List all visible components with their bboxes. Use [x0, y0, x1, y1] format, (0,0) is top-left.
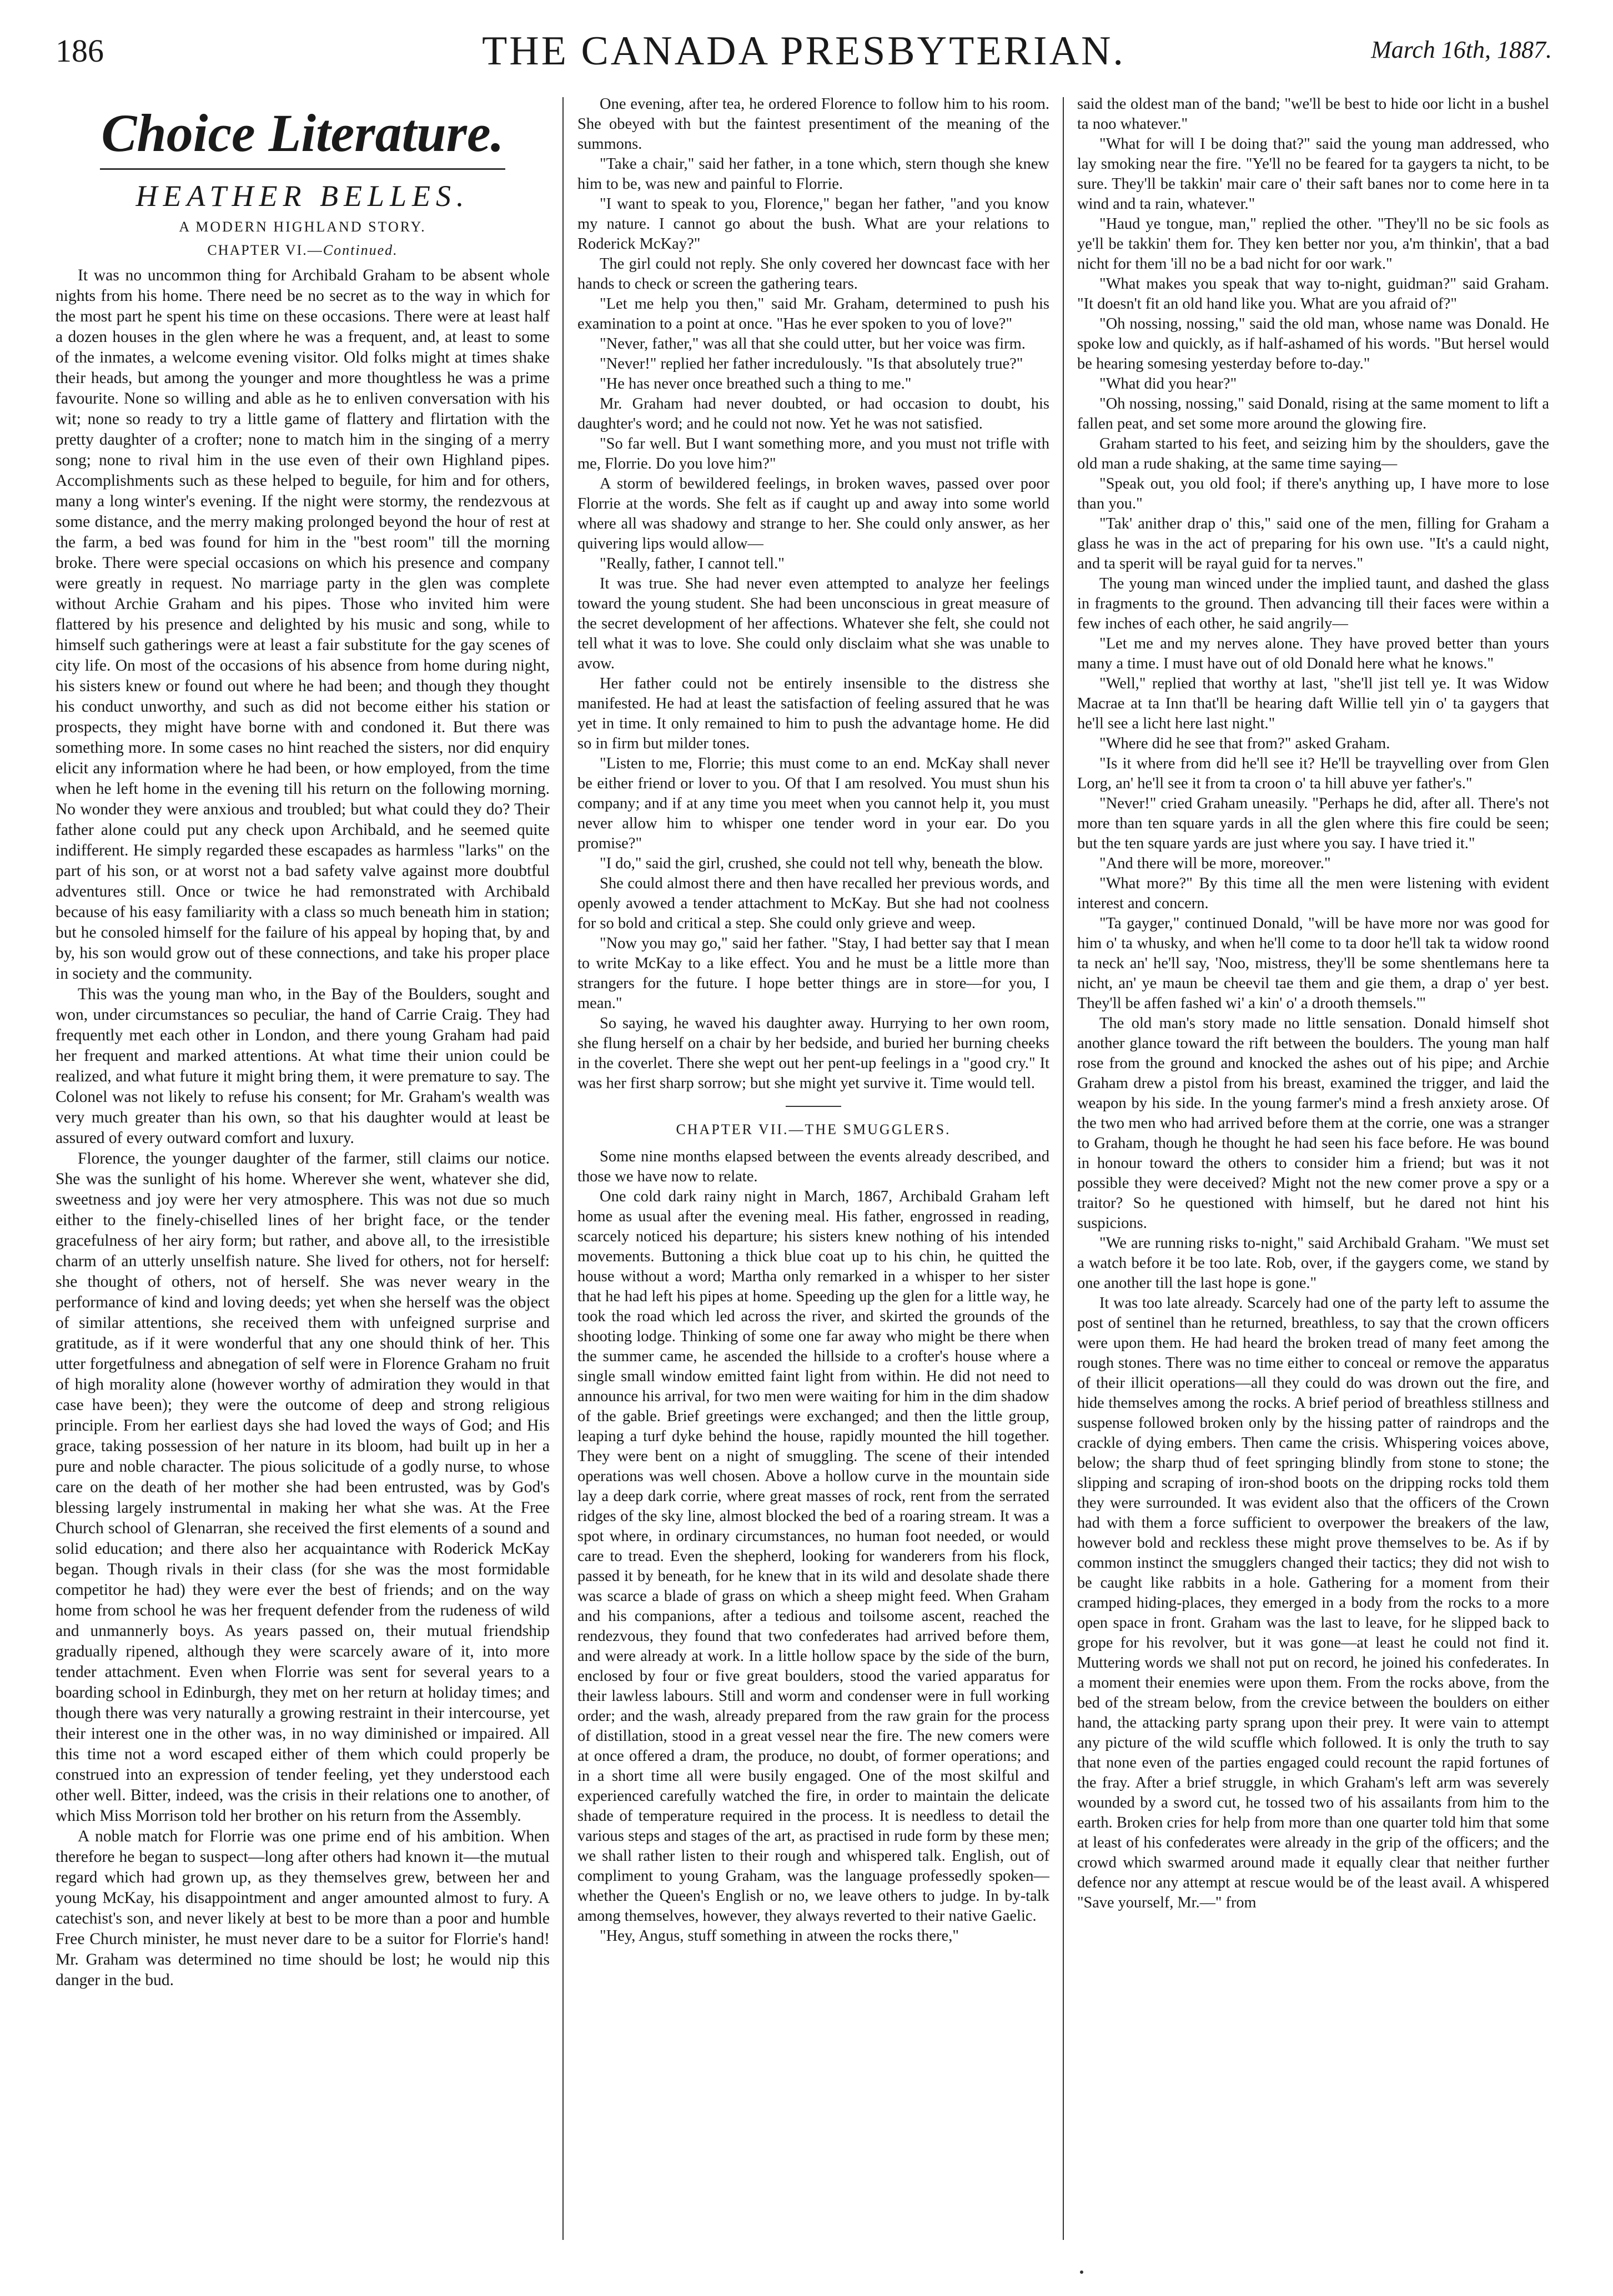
issue-date: March 16th, 1887.	[1371, 36, 1552, 63]
paragraph: "I do," said the girl, crushed, she could not tell why, beneath the blow.	[600, 855, 1043, 872]
paragraph: "Let me and my nerves alone. They have proved better than yours many a time. I must have out of old Donald here what he knows."	[1077, 635, 1549, 672]
paragraph: "Never, father," was all that she could utter, but her voice was firm.	[600, 335, 1026, 353]
paragraph: "Listen to me, Florrie; this must come to an end. McKay shall never be either friend or lover to you. Of that I am resolved. You must shun his company; and if at any time you meet when you cannot help it, you must never allow him to whisper one tender word in your ear. Do you promise?"	[577, 755, 1049, 852]
ornament-dot	[1080, 2270, 1083, 2274]
story-subtitle: A MODERN HIGHLAND STORY.	[179, 219, 426, 235]
column-rule-1	[562, 97, 564, 2240]
paragraph: "Now you may go," said her father. "Stay, I had better say that I mean to write McKay to a like effect. You and he must be a little more than strangers for the future. I hope better things are in store—for you, I mean."	[577, 935, 1049, 1012]
paragraph: "Never!" replied her father incredulously. "Is that absolutely true?"	[600, 355, 1023, 372]
paragraph: "So far well. But I want something more, and you must not trifle with me, Florrie. Do you love him?"	[577, 435, 1049, 472]
section-title-rule	[100, 168, 505, 170]
paragraph: "Tak' anither drap o' this," said one of the men, filling for Graham a glass he was in the act of preparing for his own use. "It's a cauld night, and ta sperit will be rayal guid for ta nerves."	[1077, 515, 1549, 572]
page-number: 186	[56, 33, 104, 69]
paragraph: It was no uncommon thing for Archibald Graham to be absent whole nights from his home. There need be no secret as to the way in which for the most part he spent his time on these occasions. There were at least half a dozen houses in the glen where he was a frequent, and, at least to some of the inmates, a welcome evening visitor. Old folks might at times shake their heads, but among the younger and more thoughtless he was a prime favourite. None so willing and able as he to enliven conversation with his wit; none so ready to try a little game of flattery and flirtation with the pretty daughter of a crofter; none to match him in the singing of a merry song; none to rival him in the use even of their own Highland pipes. Accomplishments such as these helped to beguile, for him and for others, many a long winter's evening. If the night were stormy, the rendezvous at some distance, and the merry making prolonged beyond the hour of rest at the farm, a bed was found for him in the "best room" till the morning broke. There were special occasions on which his presence and company were greatly in request. No marriage party in the glen was complete without Archie Graham and his pipes. Those who invited him were flattered by his presence and delighted by his music and song, while to himself such gatherings were at least a fair substitute for the gay scenes of city life. On most of the occasions of his absence from home during night, his sisters knew or found out where he had been; and though they thought his conduct unworthy, and such as did not become either his station or prospects, they might have borne with and condoned it. But there was something more. In some cases no hint reached the sisters, nor did enquiry elicit any information where he had been, or how employed, from the time when he left home in the evening till his return on the following morning. No wonder they were anxious and troubled; but what could they do? Their father alone could put any check upon Archibald, and he seemed quite indifferent. He simply regarded these escapades as harmless "larks" on the part of his son, or at worst not a bad safety valve against more doubtful adventures still. Once or twice he had remonstrated with Archibald because of his easy familiarity with a class so much beneath him in station; but he consoled himself for the failure of his appeal by hoping that, by and by, his son would grow out of these connections, and take his proper place in society and the community.	[56, 266, 550, 983]
paragraph: "Oh nossing, nossing," said Donald, rising at the same moment to lift a fallen peat, and set some more around the glowing fire.	[1077, 395, 1549, 432]
paragraph: Mr. Graham had never doubted, or had occasion to doubt, his daughter's word; and he could not now. Yet he was not satisfied.	[577, 395, 1049, 432]
paragraph: "And there will be more, moreover."	[1099, 855, 1331, 872]
masthead	[56, 28, 1552, 78]
paragraph: A storm of bewildered feelings, in broken waves, passed over poor Florrie at the words. She felt as if caught up and away into some world where all was shadowy and strange to her. She could only answer, as her quivering lips would allow—	[577, 475, 1049, 552]
column-1	[56, 94, 550, 2270]
paragraph: said the oldest man of the band; "we'll be best to hide oor licht in a bushel ta noo whatever."	[1077, 95, 1549, 133]
column-2	[577, 94, 1049, 2270]
paragraph: "Where did he see that from?" asked Graham.	[1099, 735, 1390, 752]
paragraph: Graham started to his feet, and seizing him by the shoulders, gave the old man a rude shaking, at the same time saying—	[1077, 435, 1549, 472]
story-title: HEATHER BELLES.	[135, 179, 470, 213]
paragraph: "Never!" cried Graham uneasily. "Perhaps he did, after all. There's not more than ten square yards in all the glen where this fire could be seen; but the ten square yards are just where you say. I have tried it."	[1077, 795, 1549, 852]
paragraph: So saying, he waved his daughter away. Hurrying to her own room, she flung herself on a chair by her bedside, and buried her burning cheeks in the coverlet. There she wept out her pent-up feelings in a "good cry." It was her first sharp sorrow; but she might yet survive it. Time would tell.	[577, 1015, 1049, 1092]
paragraph: "Speak out, you old fool; if there's anything up, I have more to lose than you."	[1077, 475, 1549, 512]
paragraph: A noble match for Florrie was one prime end of his ambition. When therefore he began to suspect—long after others had known it—the mutual regard which had grown up, as they themselves grew, between her and young McKay, his disappointment and anger amounted almost to fury. A catechist's son, and never likely at best to be more than a poor and humble Free Church minister, he must never dare to be a suitor for Florrie's hand! Mr. Graham was determined no time should be lost; he would nip this danger in the bud.	[56, 1827, 550, 1989]
paragraph: "Well," replied that worthy at last, "she'll jist tell ye. It was Widow Macrae at ta Inn that'll be hearing daft Willie tell yin o' ta gaygers that he'll see a licht here last night."	[1077, 675, 1549, 732]
chapter-heading	[56, 242, 550, 259]
paragraph: "What for will I be doing that?" said the young man addressed, who lay smoking near the fire. "Ye'll no be feared for ta gaygers ta nicht, to be sure. They'll be takkin' mair care o' their saft banes nor to come here in ta wind and ta rain, whatever."	[1077, 135, 1549, 213]
paragraph: "We are running risks to-night," said Archibald Graham. "We must set a watch before it be too late. Rob, over, if the gaygers come, we stand by one another till the last hope is gone."	[1077, 1235, 1549, 1292]
paragraph: It was too late already. Scarcely had one of the party left to assume the post of sentinel than he returned, breathless, to say that the crown officers were upon them. He had heard the broken tread of many feet among the rough stones. There was no time either to conceal or remove the apparatus of their illicit operations—all they could do was drown out the fire, and hide themselves among the rocks. A brief period of breathless stillness and suspense followed broken only by the hissing patter of raindrops and the crackle of dying embers. Then came the crisis. Whispering voices above, below; the sharp thud of feet springing blindly from stone to stone; the slipping and scraping of iron-shod boots on the dripping rocks told them they were surrounded. It was evident also that the officers of the Crown had with them a force sufficient to overpower the breakers of the law, however bold and reckless these might prove themselves to be. As if by common instinct the smugglers changed their tactics; they did not wish to be caught like rabbits in a hole. Gathering for a moment from their cramped hiding-places, they emerged in a body from the rocks to a more open space in front. Graham was the last to leave, for he slipped back to grope for his revolver, but it was gone—at least he could not find it. Muttering words we shall not put on record, he joined his confederates. In a moment their enemies were upon them. From the rocks above, from the bed of the stream below, from the crevice between the boulders on either hand, the attacking party sprang upon their prey. It were vain to attempt any picture of the wild scuffle which followed. It is only the truth to say that none even of the parties engaged could recount the rapid fortunes of the fray. After a brief struggle, in which Graham's left arm was severely wounded by a sword cut, he tossed two of his assailants from him to the earth. Broken cries for help from more than one quarter told him that some at least of his confederates were already in the grip of the officers; and the crowd which swarmed around made it equally clear that neither further defence nor any attempt at rescue would be of the least avail. A whispered "Save yourself, Mr.—" from	[1077, 1295, 1549, 1911]
paragraph: "Oh nossing, nossing," said the old man, whose name was Donald. He spoke low and quickly, as if half-ashamed of his words. "But hersel would be hearing somesing yesterday before to-day."	[1077, 315, 1549, 372]
paragraph: "Hey, Angus, stuff something in atween the rocks there,"	[600, 1927, 959, 1945]
paragraph: "Really, father, I cannot tell."	[600, 555, 785, 572]
paragraph: "Is it where from did he'll see it? He'll be trayvelling over from Glen Lorg, an' he'll see it from ta croon o' ta hill abuve yer father's."	[1077, 755, 1549, 792]
column-3	[1077, 94, 1549, 2270]
paragraph: Florence, the younger daughter of the farmer, still claims our notice. She was the sunlight of his home. Wherever she went, whatever she did, sweetness and joy were her very atmosphere. This was not due so much either to the finely-chiselled lines of her bright face, or the tender gracefulness of her airy form; but rather, and above all, to the irresistible charm of an utterly unselfish nature. She lived for others, not for herself: she thought of others, not of herself. She was never weary in the performance of kind and loving deeds; yet when she herself was the object of similar attentions, she received them with unfeigned surprise and gratitude, as if it were wonderful that any one should think of her. This utter forgetfulness and abnegation of self were in Florence Graham no fruit of high morality alone (however worthy of admiration they would in that case have been); they were the outcome of deep and strong religious principle. From her earliest days she had loved the ways of God; and His grace, taking possession of her nature in its bloom, had built up in her a pure and noble character. The pious solicitude of a godly nurse, to whose care on the death of her mother she had been entrusted, was by God's blessing largely instrumental in making her what she was. At the Free Church school of Glenarran, she received the first elements of a sound and solid education; and there also her acquaintance with Roderick McKay began. Though rivals in their class (for she was the most formidable competitor he had) they were ever the best of friends; and on the way home from school he was her frequent defender from the rudeness of wild and unmannerly boys. As years passed on, their mutual friendship gradually ripened, although they were scarcely aware of it, into more tender attachment. Even when Florrie was sent for several years to a boarding school in Edinburgh, they met on her return at holiday times; and though there was very naturally a growing restraint in their intercourse, yet their interest one in the other was, in no way diminished or impaired. All this time not a word escaped either of them which could properly be construed into an expression of tender feeling, yet they understood each other well. Bitter, indeed, was the crisis in their relations one to another, of which Miss Morrison told her brother on his return from the Assembly.	[56, 1150, 550, 1825]
paragraph: The girl could not reply. She only covered her downcast face with her hands to check or screen the gathering tears.	[577, 255, 1049, 293]
paragraph: "I want to speak to you, Florence," began her father, "and you know my nature. I cannot go about the bush. What are your relations to Roderick McKay?"	[577, 195, 1049, 253]
paragraph: "What more?" By this time all the men were listening with evident interest and concern.	[1077, 875, 1549, 912]
paragraph: This was the young man who, in the Bay of the Boulders, sought and won, under circumstances so peculiar, the hand of Carrie Craig. They had frequently met each other in London, and there young Graham had paid her frequent and marked attentions. At what time their union could be realized, and what future it might bring them, it were premature to say. The Colonel was not likely to refuse his consent; for Mr. Graham's wealth was very much greater than his own, so that his daughter would at least be assured of every outward comfort and luxury.	[56, 985, 550, 1147]
paragraph: The young man winced under the implied taunt, and dashed the glass in fragments to the ground. Then advancing till their faces were within a few inches of each other, he said angrily—	[1077, 575, 1549, 632]
paragraph: "Ta gayger," continued Donald, "will be have more nor was good for him o' ta whusky, and when he'll come to ta door he'll tak ta widow roond ta neck an' he'll say, 'Noo, mistress, they'll be some shentlemans here ta nicht, an' ye maun be cheevil tae them and gie them, a drap o' yer best. They'll be affen fashed wi' a kin' o' a drooth themsels.'"	[1077, 915, 1549, 1012]
paragraph: "Let me help you then," said Mr. Graham, determined to push his examination to a point at once. "Has he ever spoken to you of love?"	[577, 295, 1049, 333]
paragraph: One evening, after tea, he ordered Florence to follow him to his room. She obeyed with but the faintest presentiment of the meaning of the summons.	[577, 95, 1049, 153]
paragraph: One cold dark rainy night in March, 1867, Archibald Graham left home as usual after the evening meal. His father, engrossed in reading, scarcely noticed his departure; his sisters knew nothing of his intended movements. Buttoning a thick blue coat up to his chin, he quitted the house without a word; Martha only remarked in a whisper to her sister that he had left his pipes at home. Speeding up the glen for a little way, he took the road which led across the river, and skirted the grounds of the shooting lodge. Thinking of some one far away who might be there when the summer came, he ascended the hillside to a crofter's house where a single small window emitted faint light from within. He did not need to announce his arrival, for two men were waiting for him in the dim shadow of the gable. Brief greetings were exchanged; and then the little group, leaping a turf dyke behind the house, rapidly mounted the hill together. They were bent on a night of smuggling. The scene of their intended operations was well chosen. Above a hollow curve in the mountain side lay a deep dark corrie, where great masses of rock, rent from the serrated ridges of the sky line, almost blocked the bed of a roaring stream. It was a spot where, in ordinary circumstances, no human foot needed, or would care to tread. Even the shepherd, looking for wanderers from his flock, passed it by beneath, for he knew that in its wild and desolate shade there was scarce a blade of grass on which a sheep might feed. When Graham and his companions, after a tedious and toilsome ascent, reached the rendezvous, they found that two confederates had arrived before them, and were already at work. In a little hollow space by the side of the burn, enclosed by four or five great boulders, stood the varied apparatus for their lawless labours. Still and worm and condenser were in full working order; and the wash, already prepared from the raw grain for the process of distillation, stood in a great vessel near the fire. The new comers were at once offered a dram, the produce, no doubt, of former operations; and in a short time all were busily engaged. One of the most skilful and experienced carefully watched the fire, in order to maintain the delicate shade of temperature required in the process. It is needless to detail the various steps and stages of the art, as practised in rude form by these men; we shall rather listen to their rough and whispered talk. English, out of compliment to young Graham, was the language professedly spoken—whether the Queen's English or no, we leave others to judge. In by-talk among themselves, however, they always reverted to their native Gaelic.	[577, 1188, 1049, 1925]
paragraph: The old man's story made no little sensation. Donald himself shot another glance toward the rift between the boulders. The young man half rose from the ground and knocked the ashes out of his pipe; and Archie Graham drew a pistol from his breast, examined the trigger, and laid the weapon by his side. In the young farmer's mind a fresh anxiety arose. Of the two men who had arrived before them at the corrie, one was a stranger to Graham, though he thought he had seen his face before. He was bound in honour toward the others to consider him a friend; but was it not possible they were deceived? Might not the new comer prove a spy or a traitor? So he questioned with himself, but he dared not hint his suspicions.	[1077, 1015, 1549, 1232]
paragraph: She could almost there and then have recalled her previous words, and openly avowed a tender attachment to McKay. But she had not coolness for so bold and critical a step. She could only grieve and weep.	[577, 875, 1049, 932]
paragraph: "Haud ye tongue, man," replied the other. "They'll no be sic fools as ye'll be takkin' them for. They ken better nor you, a'm thinkin', that a bad nicht for them 'ill no be a bad nicht for oor wark."	[1077, 215, 1549, 273]
column-rule-2	[1063, 97, 1064, 2240]
paragraph: "What did you hear?"	[1099, 375, 1237, 392]
paragraph: Her father could not be entirely insensible to the distress she manifested. He had at least the satisfaction of feeling assured that he was yet in time. It only remained to him to push the advantage home. He did so in firm but milder tones.	[577, 675, 1049, 752]
paragraph: It was true. She had never even attempted to analyze her feelings toward the young student. She had been unconscious in great measure of the secret development of her affections. Whatever she felt, she could not tell what it was to love. She could only disclaim what she was unable to avow.	[577, 575, 1049, 672]
paragraph: Some nine months elapsed between the events already described, and those we have now to relate.	[577, 1148, 1049, 1185]
chapter-divider-rule	[786, 1106, 841, 1107]
section-title: Choice Literature.	[101, 103, 504, 163]
chapter-label: CHAPTER VI.—	[207, 242, 323, 258]
paragraph: "He has never once breathed such a thing to me."	[600, 375, 912, 392]
chapter-continued: Continued.	[323, 242, 398, 258]
chapter-heading: CHAPTER VII.—THE SMUGGLERS.	[676, 1121, 951, 1137]
paragraph: "What makes you speak that way to-night, guidman?" said Graham. "It doesn't fit an old hand like you. What are you afraid of?"	[1077, 275, 1549, 313]
paragraph: "Take a chair," said her father, in a tone which, stern though she knew him to be, was new and painful to Florrie.	[577, 155, 1049, 193]
newspaper-title: THE CANADA PRESBYTERIAN.	[482, 28, 1125, 74]
